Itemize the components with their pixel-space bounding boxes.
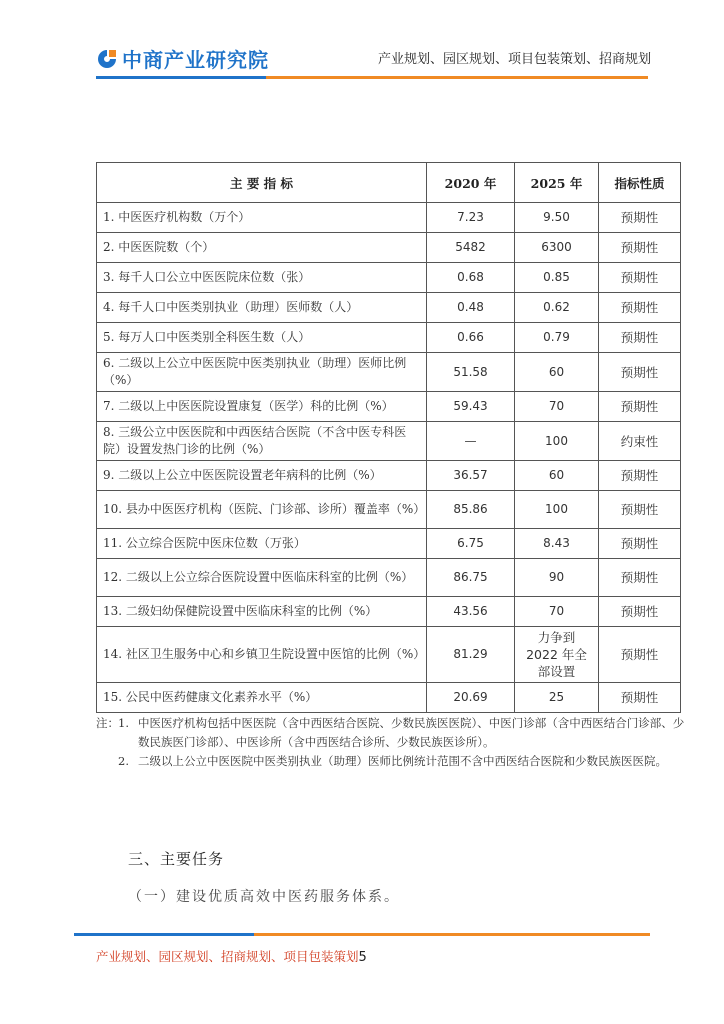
table-row [97,263,681,293]
header-divider-orange [266,76,648,79]
header-indicator: 主 要 指 标 [97,163,427,203]
table-row [97,627,681,683]
indicator-nature: 预期性 [599,293,681,323]
note-item [96,714,686,752]
value-2025: 8.43 [515,529,599,559]
value-2020: 0.66 [427,323,515,353]
value-2020: 51.58 [427,353,515,392]
note-prefix: 注： [96,716,119,730]
indicator-nature: 预期性 [599,263,681,293]
footer-divider-blue [74,933,254,936]
value-2020: 20.69 [427,683,515,713]
indicator-name: 8. 三级公立中医医院和中西医结合医院（不含中医专科医院）设置发热门诊的比例（%） [97,422,427,461]
value-2025: 9.50 [515,203,599,233]
note-item [96,752,686,771]
value-2025: 25 [515,683,599,713]
value-2025: 0.62 [515,293,599,323]
indicator-nature: 预期性 [599,323,681,353]
value-2025: 60 [515,353,599,392]
indicator-name: 2. 中医医院数（个） [97,233,427,263]
footer-divider-orange [254,933,650,936]
table-row [97,293,681,323]
header-divider-blue [96,76,266,79]
table-row [97,529,681,559]
section-subtitle: （一）建设优质高效中医药服务体系。 [128,889,400,905]
header-tagline: 产业规划、园区规划、项目包装策划、招商规划 [378,52,652,67]
value-2025: 60 [515,461,599,491]
value-2020: 59.43 [427,392,515,422]
value-2025: 0.85 [515,263,599,293]
value-2025: 6300 [515,233,599,263]
value-2020: 43.56 [427,597,515,627]
value-2025: 力争到 2022 年全部设置 [515,627,599,683]
indicator-name: 10. 县办中医医疗机构（医院、门诊部、诊所）覆盖率（%） [97,491,427,529]
indicator-name: 4. 每千人口中医类别执业（助理）医师数（人） [97,293,427,323]
value-2020: 0.48 [427,293,515,323]
indicator-name: 9. 二级以上公立中医医院设置老年病科的比例（%） [97,461,427,491]
indicator-nature: 预期性 [599,353,681,392]
note-text: 二级以上公立中医医院中医类别执业（助理）医师比例统计范围不含中西医结合医院和少数民族医医院。 [138,754,667,768]
value-2025: 70 [515,392,599,422]
indicator-nature: 预期性 [599,559,681,597]
indicator-name: 5. 每万人口中医类别全科医生数（人） [97,323,427,353]
table-row [97,323,681,353]
indicator-nature: 预期性 [599,233,681,263]
indicator-name: 7. 二级以上中医医院设置康复（医学）科的比例（%） [97,392,427,422]
indicator-nature: 预期性 [599,392,681,422]
section-title: 三、主要任务 [128,850,225,868]
table-row [97,392,681,422]
indicator-nature: 预期性 [599,597,681,627]
indicator-table [96,162,681,713]
table-row [97,683,681,713]
value-2020: 0.68 [427,263,515,293]
value-2020: 86.75 [427,559,515,597]
indicator-nature: 预期性 [599,203,681,233]
table-row [97,422,681,461]
footer-tagline: 产业规划、园区规划、招商规划、项目包装策划 [96,949,359,964]
table-row [97,461,681,491]
value-2020: 6.75 [427,529,515,559]
value-2025: 100 [515,422,599,461]
page-number: 5 [358,950,367,965]
note-number: 1. [118,716,129,730]
value-2020: 85.86 [427,491,515,529]
indicator-name: 3. 每千人口公立中医医院床位数（张） [97,263,427,293]
indicator-name: 13. 二级妇幼保健院设置中医临床科室的比例（%） [97,597,427,627]
indicator-name: 12. 二级以上公立综合医院设置中医临床科室的比例（%） [97,559,427,597]
indicator-nature: 约束性 [599,422,681,461]
table-row [97,597,681,627]
note-text: 中医医疗机构包括中医医院（含中西医结合医院、少数民族医医院）、中医门诊部（含中西医结合门诊部、少数民族医门诊部）、中医诊所（含中西医结合诊所、少数民族医诊所）。 [138,716,685,749]
indicator-name: 14. 社区卫生服务中心和乡镇卫生院设置中医馆的比例（%） [97,627,427,683]
indicator-nature: 预期性 [599,491,681,529]
indicator-nature: 预期性 [599,461,681,491]
indicator-nature: 预期性 [599,683,681,713]
indicator-name: 6. 二级以上公立中医医院中医类别执业（助理）医师比例（%） [97,353,427,392]
value-2020: 7.23 [427,203,515,233]
logo-text: 中商产业研究院 [122,48,269,72]
table-row [97,491,681,529]
value-2020: 5482 [427,233,515,263]
table-row [97,353,681,392]
value-2020: 81.29 [427,627,515,683]
value-2025: 100 [515,491,599,529]
logo-icon [96,48,118,70]
table-notes [96,714,686,771]
value-2020: 36.57 [427,461,515,491]
table-row [97,559,681,597]
note-number: 2. [118,754,129,768]
footer [96,947,367,965]
company-logo [96,44,269,73]
indicator-nature: 预期性 [599,627,681,683]
indicator-name: 15. 公民中医药健康文化素养水平（%） [97,683,427,713]
value-2025: 90 [515,559,599,597]
header-2025: 2025 年 [515,163,599,203]
indicator-nature: 预期性 [599,529,681,559]
header-2020: 2020 年 [427,163,515,203]
table-row [97,233,681,263]
value-2025: 0.79 [515,323,599,353]
indicator-name: 1. 中医医疗机构数（万个） [97,203,427,233]
value-2020: — [427,422,515,461]
indicator-name: 11. 公立综合医院中医床位数（万张） [97,529,427,559]
value-2025: 70 [515,597,599,627]
table-row [97,203,681,233]
header-nature: 指标性质 [599,163,681,203]
table-header-row [97,163,681,203]
